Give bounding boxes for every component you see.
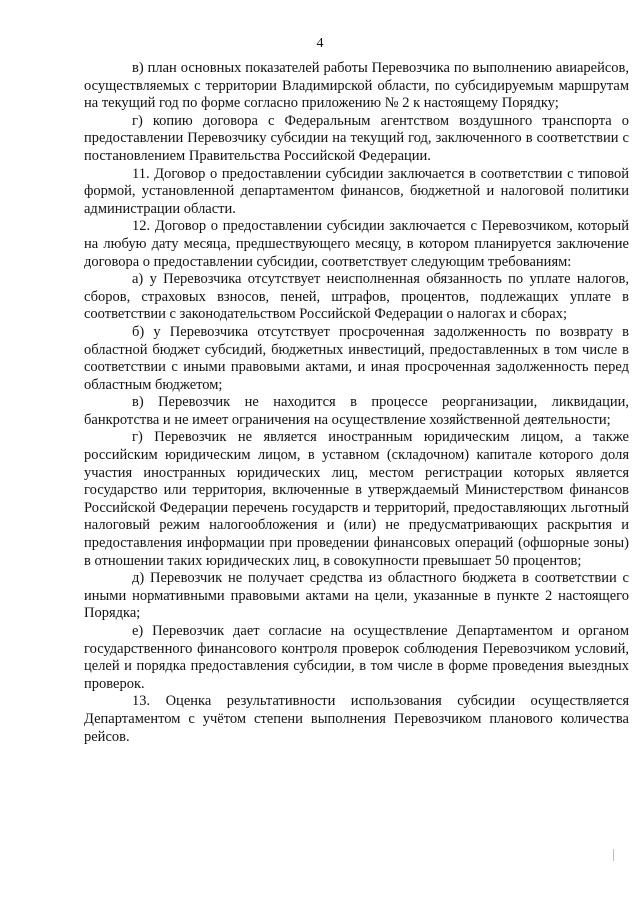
document-body <box>84 60 629 746</box>
page-number: 4 <box>316 36 324 51</box>
paragraph-12-b: б) у Перевозчика отсутствует просроченная задолженность по возврату в областной бюджет субсидий, бюджетных инвестиций, предоставленных в том числе в соответствии с иными правовыми актами, и иная просроченная задолженность перед областным бюджетом; <box>84 323 629 393</box>
paragraph-12-e: е) Перевозчик дает согласие на осуществление Департаментом и органом государственного финансового контроля проверок соблюдения Перевозчиком условий, целей и порядка предоставления субсидии, в том числе в форме проведения выездных проверок. <box>84 623 629 692</box>
paragraph-12-v: в) Перевозчик не находится в процессе реорганизации, ликвидации, банкротства и не имеет ограничения на осуществление хозяйственной деятельности; <box>84 394 629 428</box>
paragraph-10-v: в) план основных показателей работы Перевозчика по выполнению авиарейсов, осуществляемых с территории Владимирской области, по субсидируемым маршрутам на текущий год по форме согласно приложению № 2 к настоящему Порядку; <box>84 60 629 112</box>
paragraph-12: 12. Договор о предоставлении субсидии заключается с Перевозчиком, который на любую дату месяца, предшествующего месяцу, в котором планируется заключение договора о предоставлении субсидии, соответствует следующим требованиям: <box>84 218 629 270</box>
paragraph-11: 11. Договор о предоставлении субсидии заключается в соответствии с типовой формой, установленной департаментом финансов, бюджетной и налоговой политики администрации области. <box>84 165 629 217</box>
paragraph-12-d: д) Перевозчик не получает средства из областного бюджета в соответствии с иными нормативными правовыми актами на цели, указанные в пункте 2 настоящего Порядка; <box>84 570 629 622</box>
scan-artifact <box>613 849 614 861</box>
paragraph-12-g: г) Перевозчик не является иностранным юридическим лицом, а также российским юридическим лицом, в уставном (складочном) капитале которого доля участия иностранных юридических лиц, местом регистрации которых является государство или территория, включенные в утверждаемый Министерством финансов Российской Федерации перечень государств и территорий, предоставляющих льготный налоговый режим налогообложения и (или) не предусматривающих раскрытия и предоставления информации при проведении финансовых операций (офшорные зоны) в отношении таких юридических лиц, в совокупности превышает 50 процентов; <box>84 429 629 569</box>
paragraph-13: 13. Оценка результативности использования субсидии осуществляется Департаментом с учётом степени выполнения Перевозчиком планового количества рейсов. <box>84 693 629 745</box>
paragraph-10-g: г) копию договора с Федеральным агентством воздушного транспорта о предоставлении Перевозчику субсидии на текущий год, заключенного в соответствии с постановлением Правительства Российской Федерации. <box>84 112 629 164</box>
paragraph-12-a: а) у Перевозчика отсутствует неисполненная обязанность по уплате налогов, сборов, страховых взносов, пеней, штрафов, процентов, подлежащих уплате в соответствии с законодательством Российской Федерации о налогах и сборах; <box>84 271 629 323</box>
